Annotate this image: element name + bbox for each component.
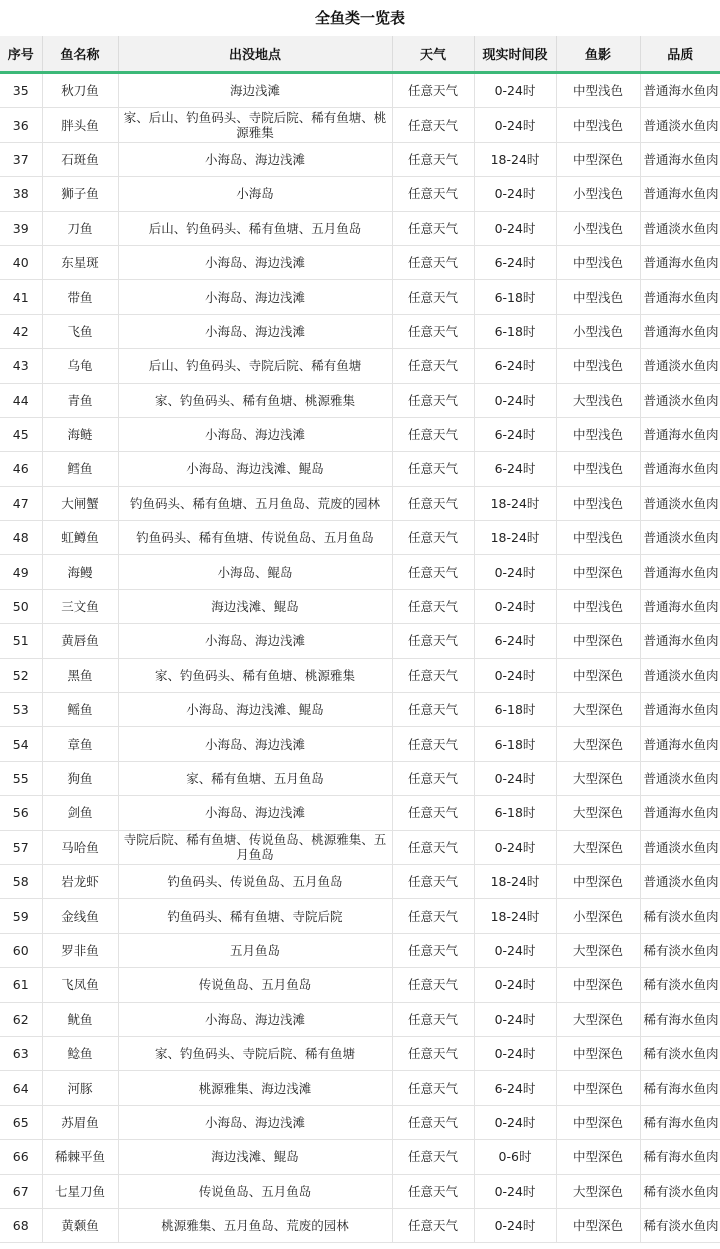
cell-weather: 任意天气 <box>392 933 474 967</box>
cell-location: 海边浅滩 <box>118 73 392 108</box>
cell-shadow: 中型浅色 <box>556 280 640 314</box>
cell-fish-name: 刀鱼 <box>42 211 118 245</box>
cell-time: 0-24时 <box>474 555 556 589</box>
header-index: 序号 <box>0 36 42 73</box>
cell-location: 小海岛、海边浅滩 <box>118 280 392 314</box>
header-quality: 品质 <box>640 36 720 73</box>
cell-weather: 任意天气 <box>392 1105 474 1139</box>
cell-location: 小海岛、海边浅滩、鲲岛 <box>118 693 392 727</box>
cell-index: 64 <box>0 1071 42 1105</box>
cell-index: 53 <box>0 693 42 727</box>
cell-index: 39 <box>0 211 42 245</box>
cell-time: 6-18时 <box>474 280 556 314</box>
cell-quality: 稀有淡水鱼肉 <box>640 933 720 967</box>
header-fish-name: 鱼名称 <box>42 36 118 73</box>
cell-weather: 任意天气 <box>392 727 474 761</box>
cell-time: 0-24时 <box>474 108 556 142</box>
table-body <box>0 73 720 1243</box>
table-row <box>0 452 720 486</box>
cell-shadow: 大型深色 <box>556 727 640 761</box>
cell-shadow: 大型深色 <box>556 1174 640 1208</box>
cell-quality: 稀有海水鱼肉 <box>640 1140 720 1174</box>
cell-quality: 普通海水鱼肉 <box>640 796 720 830</box>
cell-location: 小海岛 <box>118 177 392 211</box>
cell-fish-name: 狗鱼 <box>42 761 118 795</box>
cell-shadow: 大型深色 <box>556 761 640 795</box>
cell-weather: 任意天气 <box>392 1174 474 1208</box>
cell-fish-name: 金线鱼 <box>42 899 118 933</box>
cell-fish-name: 剑鱼 <box>42 796 118 830</box>
cell-index: 51 <box>0 624 42 658</box>
cell-index: 35 <box>0 73 42 108</box>
cell-quality: 普通海水鱼肉 <box>640 417 720 451</box>
cell-time: 6-18时 <box>474 693 556 727</box>
cell-index: 37 <box>0 142 42 176</box>
cell-location: 传说鱼岛、五月鱼岛 <box>118 1174 392 1208</box>
cell-time: 0-24时 <box>474 933 556 967</box>
cell-time: 18-24时 <box>474 899 556 933</box>
cell-time: 0-6时 <box>474 1140 556 1174</box>
cell-quality: 普通海水鱼肉 <box>640 555 720 589</box>
cell-time: 0-24时 <box>474 830 556 864</box>
cell-fish-name: 河豚 <box>42 1071 118 1105</box>
cell-shadow: 大型浅色 <box>556 383 640 417</box>
cell-shadow: 中型浅色 <box>556 245 640 279</box>
cell-time: 0-24时 <box>474 73 556 108</box>
cell-quality: 普通海水鱼肉 <box>640 589 720 623</box>
cell-time: 18-24时 <box>474 486 556 520</box>
cell-shadow: 中型浅色 <box>556 349 640 383</box>
cell-index: 48 <box>0 521 42 555</box>
table-row <box>0 108 720 142</box>
cell-time: 0-24时 <box>474 1036 556 1070</box>
cell-location: 寺院后院、稀有鱼塘、传说鱼岛、桃源雅集、五月鱼岛 <box>118 830 392 864</box>
table-row <box>0 1071 720 1105</box>
cell-index: 41 <box>0 280 42 314</box>
cell-fish-name: 石斑鱼 <box>42 142 118 176</box>
cell-location: 小海岛、海边浅滩 <box>118 796 392 830</box>
table-row <box>0 693 720 727</box>
cell-quality: 普通淡水鱼肉 <box>640 521 720 555</box>
cell-fish-name: 飞凤鱼 <box>42 968 118 1002</box>
cell-time: 18-24时 <box>474 521 556 555</box>
table-header-row <box>0 36 720 73</box>
cell-location: 小海岛、海边浅滩 <box>118 142 392 176</box>
cell-location: 小海岛、海边浅滩、鲲岛 <box>118 452 392 486</box>
cell-weather: 任意天气 <box>392 417 474 451</box>
cell-shadow: 中型深色 <box>556 968 640 1002</box>
cell-shadow: 中型深色 <box>556 1208 640 1242</box>
cell-fish-name: 罗非鱼 <box>42 933 118 967</box>
cell-quality: 稀有淡水鱼肉 <box>640 899 720 933</box>
cell-time: 6-24时 <box>474 417 556 451</box>
header-time: 现实时间段 <box>474 36 556 73</box>
cell-weather: 任意天气 <box>392 1140 474 1174</box>
cell-index: 63 <box>0 1036 42 1070</box>
cell-time: 6-24时 <box>474 1071 556 1105</box>
cell-time: 0-24时 <box>474 383 556 417</box>
cell-weather: 任意天气 <box>392 142 474 176</box>
table-row <box>0 555 720 589</box>
cell-fish-name: 黑鱼 <box>42 658 118 692</box>
table-row <box>0 1140 720 1174</box>
cell-quality: 普通淡水鱼肉 <box>640 658 720 692</box>
cell-shadow: 大型深色 <box>556 693 640 727</box>
cell-weather: 任意天气 <box>392 452 474 486</box>
table-row <box>0 830 720 864</box>
cell-index: 56 <box>0 796 42 830</box>
cell-fish-name: 稀棘平鱼 <box>42 1140 118 1174</box>
cell-quality: 普通淡水鱼肉 <box>640 864 720 898</box>
cell-fish-name: 胖头鱼 <box>42 108 118 142</box>
cell-index: 68 <box>0 1208 42 1242</box>
cell-weather: 任意天气 <box>392 1071 474 1105</box>
cell-weather: 任意天气 <box>392 761 474 795</box>
cell-location: 小海岛、鲲岛 <box>118 555 392 589</box>
cell-index: 40 <box>0 245 42 279</box>
cell-weather: 任意天气 <box>392 73 474 108</box>
cell-location: 后山、钓鱼码头、寺院后院、稀有鱼塘 <box>118 349 392 383</box>
table-row <box>0 899 720 933</box>
cell-index: 42 <box>0 314 42 348</box>
cell-index: 57 <box>0 830 42 864</box>
cell-weather: 任意天气 <box>392 280 474 314</box>
cell-fish-name: 马哈鱼 <box>42 830 118 864</box>
cell-weather: 任意天气 <box>392 624 474 658</box>
cell-weather: 任意天气 <box>392 108 474 142</box>
cell-fish-name: 鳐鱼 <box>42 693 118 727</box>
cell-weather: 任意天气 <box>392 589 474 623</box>
cell-index: 36 <box>0 108 42 142</box>
table-row <box>0 383 720 417</box>
page-title: 全鱼类一览表 <box>314 9 405 27</box>
cell-quality: 普通海水鱼肉 <box>640 245 720 279</box>
cell-quality: 普通海水鱼肉 <box>640 280 720 314</box>
cell-location: 小海岛、海边浅滩 <box>118 1105 392 1139</box>
cell-index: 50 <box>0 589 42 623</box>
cell-index: 66 <box>0 1140 42 1174</box>
table-row <box>0 245 720 279</box>
cell-weather: 任意天气 <box>392 1036 474 1070</box>
cell-time: 0-24时 <box>474 1208 556 1242</box>
table-row <box>0 486 720 520</box>
cell-location: 桃源雅集、海边浅滩 <box>118 1071 392 1105</box>
cell-shadow: 小型浅色 <box>556 314 640 348</box>
cell-index: 47 <box>0 486 42 520</box>
cell-weather: 任意天气 <box>392 245 474 279</box>
cell-quality: 稀有海水鱼肉 <box>640 1105 720 1139</box>
cell-weather: 任意天气 <box>392 796 474 830</box>
cell-quality: 稀有海水鱼肉 <box>640 1002 720 1036</box>
cell-time: 0-24时 <box>474 1174 556 1208</box>
cell-quality: 普通淡水鱼肉 <box>640 830 720 864</box>
table-row <box>0 417 720 451</box>
cell-fish-name: 青鱼 <box>42 383 118 417</box>
cell-quality: 稀有淡水鱼肉 <box>640 1208 720 1242</box>
cell-shadow: 中型深色 <box>556 658 640 692</box>
cell-shadow: 小型浅色 <box>556 177 640 211</box>
cell-time: 0-24时 <box>474 589 556 623</box>
fish-table <box>0 36 720 1243</box>
cell-index: 52 <box>0 658 42 692</box>
table-row <box>0 727 720 761</box>
table-row <box>0 1002 720 1036</box>
cell-location: 钓鱼码头、稀有鱼塘、寺院后院 <box>118 899 392 933</box>
cell-index: 59 <box>0 899 42 933</box>
cell-location: 小海岛、海边浅滩 <box>118 727 392 761</box>
cell-location: 家、后山、钓鱼码头、寺院后院、稀有鱼塘、桃源雅集 <box>118 108 392 142</box>
table-row <box>0 658 720 692</box>
cell-index: 45 <box>0 417 42 451</box>
cell-quality: 稀有淡水鱼肉 <box>640 1174 720 1208</box>
cell-weather: 任意天气 <box>392 521 474 555</box>
cell-time: 0-24时 <box>474 658 556 692</box>
cell-index: 46 <box>0 452 42 486</box>
cell-weather: 任意天气 <box>392 555 474 589</box>
cell-shadow: 中型深色 <box>556 624 640 658</box>
cell-fish-name: 章鱼 <box>42 727 118 761</box>
cell-weather: 任意天气 <box>392 1208 474 1242</box>
cell-shadow: 小型浅色 <box>556 211 640 245</box>
cell-location: 小海岛、海边浅滩 <box>118 417 392 451</box>
table-row <box>0 521 720 555</box>
cell-location: 家、钓鱼码头、稀有鱼塘、桃源雅集 <box>118 383 392 417</box>
table-row <box>0 211 720 245</box>
cell-weather: 任意天气 <box>392 693 474 727</box>
cell-fish-name: 苏眉鱼 <box>42 1105 118 1139</box>
cell-shadow: 中型深色 <box>556 142 640 176</box>
table-row <box>0 349 720 383</box>
cell-index: 60 <box>0 933 42 967</box>
cell-quality: 普通海水鱼肉 <box>640 142 720 176</box>
cell-shadow: 大型深色 <box>556 933 640 967</box>
cell-location: 钓鱼码头、稀有鱼塘、五月鱼岛、荒废的园林 <box>118 486 392 520</box>
cell-index: 65 <box>0 1105 42 1139</box>
cell-weather: 任意天气 <box>392 830 474 864</box>
cell-time: 18-24时 <box>474 864 556 898</box>
table-row <box>0 761 720 795</box>
cell-index: 61 <box>0 968 42 1002</box>
cell-shadow: 中型深色 <box>556 1036 640 1070</box>
cell-index: 55 <box>0 761 42 795</box>
table-row <box>0 933 720 967</box>
cell-location: 家、钓鱼码头、稀有鱼塘、桃源雅集 <box>118 658 392 692</box>
cell-index: 54 <box>0 727 42 761</box>
cell-index: 62 <box>0 1002 42 1036</box>
cell-shadow: 大型深色 <box>556 796 640 830</box>
cell-quality: 稀有淡水鱼肉 <box>640 968 720 1002</box>
cell-quality: 普通淡水鱼肉 <box>640 383 720 417</box>
cell-quality: 稀有淡水鱼肉 <box>640 1036 720 1070</box>
cell-weather: 任意天气 <box>392 899 474 933</box>
cell-time: 6-18时 <box>474 314 556 348</box>
cell-location: 家、稀有鱼塘、五月鱼岛 <box>118 761 392 795</box>
cell-location: 后山、钓鱼码头、稀有鱼塘、五月鱼岛 <box>118 211 392 245</box>
cell-shadow: 中型深色 <box>556 1140 640 1174</box>
cell-shadow: 中型浅色 <box>556 73 640 108</box>
cell-shadow: 中型浅色 <box>556 486 640 520</box>
cell-quality: 普通淡水鱼肉 <box>640 349 720 383</box>
cell-location: 小海岛、海边浅滩 <box>118 1002 392 1036</box>
cell-quality: 普通淡水鱼肉 <box>640 211 720 245</box>
cell-index: 43 <box>0 349 42 383</box>
cell-location: 小海岛、海边浅滩 <box>118 314 392 348</box>
cell-time: 0-24时 <box>474 1002 556 1036</box>
cell-shadow: 中型浅色 <box>556 417 640 451</box>
cell-fish-name: 黄颡鱼 <box>42 1208 118 1242</box>
cell-location: 钓鱼码头、稀有鱼塘、传说鱼岛、五月鱼岛 <box>118 521 392 555</box>
table-row <box>0 624 720 658</box>
cell-index: 67 <box>0 1174 42 1208</box>
cell-time: 18-24时 <box>474 142 556 176</box>
cell-fish-name: 黄唇鱼 <box>42 624 118 658</box>
cell-location: 海边浅滩、鲲岛 <box>118 589 392 623</box>
cell-time: 6-24时 <box>474 452 556 486</box>
cell-location: 海边浅滩、鲲岛 <box>118 1140 392 1174</box>
cell-time: 0-24时 <box>474 211 556 245</box>
cell-index: 49 <box>0 555 42 589</box>
cell-quality: 普通海水鱼肉 <box>640 73 720 108</box>
table-row <box>0 1036 720 1070</box>
cell-index: 58 <box>0 864 42 898</box>
cell-shadow: 中型深色 <box>556 864 640 898</box>
cell-quality: 普通海水鱼肉 <box>640 314 720 348</box>
cell-shadow: 中型浅色 <box>556 108 640 142</box>
cell-location: 小海岛、海边浅滩 <box>118 624 392 658</box>
cell-quality: 普通海水鱼肉 <box>640 177 720 211</box>
header-weather: 天气 <box>392 36 474 73</box>
cell-time: 6-24时 <box>474 245 556 279</box>
cell-fish-name: 乌龟 <box>42 349 118 383</box>
cell-location: 传说鱼岛、五月鱼岛 <box>118 968 392 1002</box>
cell-fish-name: 七星刀鱼 <box>42 1174 118 1208</box>
cell-fish-name: 带鱼 <box>42 280 118 314</box>
cell-time: 6-18时 <box>474 796 556 830</box>
cell-time: 6-24时 <box>474 624 556 658</box>
cell-fish-name: 鳕鱼 <box>42 452 118 486</box>
cell-fish-name: 秋刀鱼 <box>42 73 118 108</box>
cell-fish-name: 虹鳟鱼 <box>42 521 118 555</box>
table-row <box>0 1208 720 1242</box>
cell-weather: 任意天气 <box>392 211 474 245</box>
cell-fish-name: 海鲢 <box>42 417 118 451</box>
header-location: 出没地点 <box>118 36 392 73</box>
table-row <box>0 177 720 211</box>
cell-index: 44 <box>0 383 42 417</box>
table-row <box>0 796 720 830</box>
cell-shadow: 中型深色 <box>556 1071 640 1105</box>
cell-location: 家、钓鱼码头、寺院后院、稀有鱼塘 <box>118 1036 392 1070</box>
cell-fish-name: 鲶鱼 <box>42 1036 118 1070</box>
table-row <box>0 864 720 898</box>
table-row <box>0 280 720 314</box>
cell-shadow: 中型深色 <box>556 555 640 589</box>
cell-time: 0-24时 <box>474 1105 556 1139</box>
cell-quality: 普通海水鱼肉 <box>640 452 720 486</box>
cell-index: 38 <box>0 177 42 211</box>
cell-location: 五月鱼岛 <box>118 933 392 967</box>
table-row <box>0 1105 720 1139</box>
cell-time: 6-18时 <box>474 727 556 761</box>
table-row <box>0 589 720 623</box>
cell-weather: 任意天气 <box>392 864 474 898</box>
table-row <box>0 73 720 108</box>
cell-location: 钓鱼码头、传说鱼岛、五月鱼岛 <box>118 864 392 898</box>
cell-location: 小海岛、海边浅滩 <box>118 245 392 279</box>
cell-time: 0-24时 <box>474 177 556 211</box>
cell-shadow: 中型深色 <box>556 1105 640 1139</box>
cell-time: 0-24时 <box>474 761 556 795</box>
header-shadow: 鱼影 <box>556 36 640 73</box>
cell-quality: 普通淡水鱼肉 <box>640 761 720 795</box>
table-row <box>0 968 720 1002</box>
cell-quality: 普通海水鱼肉 <box>640 693 720 727</box>
cell-quality: 普通海水鱼肉 <box>640 624 720 658</box>
cell-fish-name: 鱿鱼 <box>42 1002 118 1036</box>
cell-quality: 普通淡水鱼肉 <box>640 486 720 520</box>
cell-fish-name: 大闸蟹 <box>42 486 118 520</box>
cell-location: 桃源雅集、五月鱼岛、荒废的园林 <box>118 1208 392 1242</box>
cell-shadow: 大型深色 <box>556 830 640 864</box>
cell-fish-name: 飞鱼 <box>42 314 118 348</box>
table-row <box>0 314 720 348</box>
cell-fish-name: 东星斑 <box>42 245 118 279</box>
cell-quality: 普通淡水鱼肉 <box>640 108 720 142</box>
cell-shadow: 大型深色 <box>556 1002 640 1036</box>
cell-shadow: 中型浅色 <box>556 589 640 623</box>
cell-quality: 稀有海水鱼肉 <box>640 1071 720 1105</box>
cell-fish-name: 三文鱼 <box>42 589 118 623</box>
cell-weather: 任意天气 <box>392 1002 474 1036</box>
cell-weather: 任意天气 <box>392 968 474 1002</box>
cell-weather: 任意天气 <box>392 486 474 520</box>
cell-weather: 任意天气 <box>392 383 474 417</box>
table-row <box>0 142 720 176</box>
cell-fish-name: 岩龙虾 <box>42 864 118 898</box>
cell-fish-name: 狮子鱼 <box>42 177 118 211</box>
cell-weather: 任意天气 <box>392 658 474 692</box>
cell-quality: 普通海水鱼肉 <box>640 727 720 761</box>
cell-shadow: 小型深色 <box>556 899 640 933</box>
table-row <box>0 1174 720 1208</box>
cell-time: 6-24时 <box>474 349 556 383</box>
cell-weather: 任意天气 <box>392 314 474 348</box>
cell-time: 0-24时 <box>474 968 556 1002</box>
cell-weather: 任意天气 <box>392 177 474 211</box>
cell-fish-name: 海鳗 <box>42 555 118 589</box>
cell-weather: 任意天气 <box>392 349 474 383</box>
cell-shadow: 中型浅色 <box>556 452 640 486</box>
cell-shadow: 中型浅色 <box>556 521 640 555</box>
